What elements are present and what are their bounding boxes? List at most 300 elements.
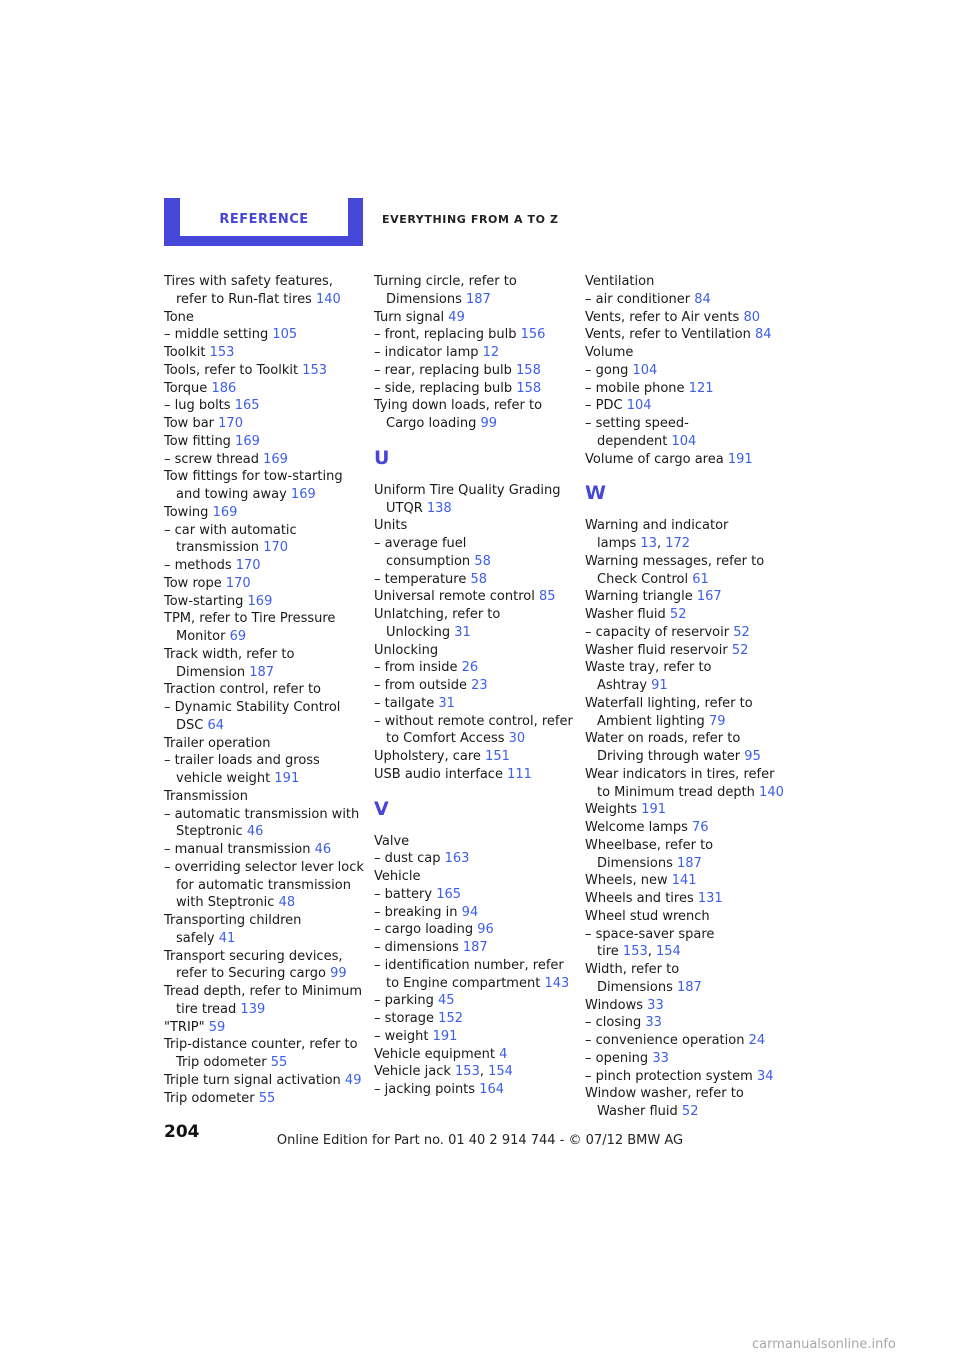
- index-entry: [585, 659, 785, 695]
- page-link[interactable]: 31: [454, 624, 471, 640]
- index-entry: [164, 1036, 364, 1072]
- page-link[interactable]: 154: [656, 944, 681, 960]
- page-link[interactable]: 94: [461, 904, 479, 920]
- page-link[interactable]: 153: [209, 345, 235, 360]
- index-entry-text: – overriding selector lever lock for automatic transmission with Steptronic: [164, 859, 364, 911]
- index-entry-text: – space-saver spare tire: [585, 926, 715, 960]
- index-entry-text: Transport securing devices, refer to Securing cargo: [164, 948, 343, 982]
- index-entry: [164, 752, 364, 788]
- index-entry: [585, 415, 785, 451]
- index-entry: [585, 1068, 785, 1086]
- page-link[interactable]: 31: [438, 695, 455, 711]
- index-entry-text: Volume: [585, 345, 634, 360]
- index-entry-text: "TRIP": [164, 1019, 205, 1035]
- index-entry-text: – opening: [585, 1050, 649, 1066]
- page-link[interactable]: 151: [485, 749, 510, 764]
- page-link[interactable]: 59: [208, 1019, 226, 1035]
- page-link[interactable]: 55: [258, 1090, 276, 1106]
- index-entry: [374, 766, 574, 784]
- index-entry: [585, 553, 785, 589]
- index-entry: [585, 766, 785, 802]
- index-entry-text: – gong: [585, 362, 629, 378]
- index-entry: [164, 912, 364, 948]
- page-link[interactable]: 153: [302, 362, 328, 378]
- index-entry: [164, 433, 364, 451]
- index-entry-text: – jacking points: [374, 1082, 476, 1097]
- index-entry: [585, 801, 785, 819]
- index-entry-text: – side, replacing bulb: [374, 380, 513, 396]
- index-entry-text: Units: [374, 518, 408, 534]
- index-entry: Vehicle jack 153, 154: [374, 1064, 513, 1080]
- index-entry-text: Unlatching, refer to Unlocking: [374, 607, 501, 640]
- index-entry-text: Track width, refer to Dimension: [164, 646, 295, 680]
- page-link[interactable]: 41: [218, 930, 236, 946]
- page-link[interactable]: 13: [640, 536, 657, 551]
- index-entry: [164, 344, 364, 362]
- index-entry-text: Volume of cargo area: [585, 451, 724, 467]
- index-entry-text: Wheel stud wrench: [585, 908, 710, 924]
- page-link[interactable]: 58: [470, 571, 488, 587]
- index-entry: [374, 992, 574, 1010]
- index-entry: [374, 833, 574, 851]
- index-entry: [585, 273, 785, 291]
- index-entry: [374, 362, 574, 380]
- index-entry-text: – from outside: [374, 678, 467, 693]
- page-link[interactable]: 170: [263, 540, 289, 556]
- index-entry-text: Triple turn signal activation: [164, 1072, 341, 1088]
- index-entry-text: – screw thread: [164, 451, 259, 467]
- index-entry-text: Tow fittings for tow-starting and towing away: [164, 469, 343, 502]
- page-link[interactable]: 34: [756, 1068, 774, 1084]
- page-link[interactable]: 187: [462, 940, 488, 955]
- page-link[interactable]: 187: [249, 664, 275, 680]
- index-entry: [585, 961, 785, 997]
- footer-edition-note: Online Edition for Part no. 01 40 2 914 744 - © 07/12 BMW AG: [276, 1133, 684, 1148]
- index-column-3: [585, 273, 785, 1121]
- index-entry-text: – average fuel consumption: [374, 536, 471, 569]
- index-entry: [585, 730, 785, 766]
- index-entry: [374, 1010, 574, 1028]
- index-entry-text: Ventilation: [585, 274, 655, 289]
- index-entry: [164, 273, 364, 309]
- index-entry: [374, 868, 574, 886]
- index-entry-text: Tow rope: [164, 575, 222, 591]
- page-link[interactable]: 99: [480, 416, 498, 431]
- index-entry-text: – automatic transmission with Steptronic: [164, 806, 360, 840]
- page-link[interactable]: 141: [671, 873, 697, 889]
- index-entry: [164, 504, 364, 522]
- index-entry: [374, 397, 574, 433]
- index-entry: [164, 948, 364, 984]
- page-link[interactable]: 49: [448, 309, 465, 325]
- index-entry-text: – closing: [585, 1015, 642, 1031]
- index-entry: [164, 646, 364, 682]
- page-link[interactable]: 187: [677, 855, 702, 871]
- page-link[interactable]: 61: [692, 571, 709, 587]
- index-entry: [164, 1090, 364, 1108]
- index-entry-text: Wear indicators in tires, refer to Minimum tread depth: [585, 766, 775, 800]
- index-entry-text: Upholstery, care: [374, 749, 481, 764]
- index-entry: [585, 819, 785, 837]
- index-entry-text: Water on roads, refer to Driving through water: [585, 731, 741, 764]
- index-entry-text: Turn signal: [374, 309, 445, 325]
- page-link[interactable]: 152: [438, 1011, 463, 1026]
- index-entry-text: Transporting children safely: [164, 913, 302, 946]
- page-link[interactable]: 104: [626, 398, 652, 414]
- index-entry: [164, 397, 364, 415]
- index-entry-text: USB audio interface: [374, 766, 503, 782]
- index-entry: [164, 610, 364, 646]
- page-link[interactable]: 76: [692, 820, 709, 835]
- page-link[interactable]: 169: [235, 433, 260, 449]
- index-entry: [585, 642, 785, 660]
- index-entry-text: Tow bar: [164, 416, 215, 431]
- page-link[interactable]: 140: [315, 291, 341, 307]
- index-entry-text: – middle setting: [164, 327, 269, 343]
- index-entry-text: – capacity of reservoir: [585, 624, 730, 640]
- index-entry-text: – identification number, refer to Engine compartment: [374, 957, 564, 991]
- index-entry: [374, 606, 574, 642]
- index-entry-text: Towing: [164, 504, 209, 520]
- page-link[interactable]: 131: [697, 891, 723, 906]
- page-link[interactable]: 164: [479, 1082, 505, 1097]
- page-link[interactable]: 52: [731, 642, 749, 658]
- index-entry: [585, 397, 785, 415]
- index-entry-text: – without remote control, refer to Comfort Access: [374, 713, 573, 747]
- page-link[interactable]: 24: [748, 1033, 766, 1048]
- index-entry: [164, 593, 364, 611]
- index-entry-text: Washer fluid reservoir: [585, 642, 728, 658]
- chapter-title: EVERYTHING FROM A TO Z: [382, 213, 559, 226]
- index-entry-text: Warning and indicator lamps: [585, 518, 729, 551]
- page-link[interactable]: 4: [499, 1046, 508, 1062]
- index-entry-text: TPM, refer to Tire Pressure Monitor: [164, 611, 336, 644]
- index-entry: [164, 415, 364, 433]
- page-link[interactable]: 33: [645, 1015, 662, 1031]
- index-column-1: [164, 273, 364, 1107]
- index-entry: [585, 908, 785, 926]
- page-link[interactable]: 104: [632, 362, 658, 378]
- page-link[interactable]: 111: [507, 766, 532, 782]
- page-link[interactable]: 172: [665, 536, 691, 551]
- index-entry: [585, 997, 785, 1015]
- index-entry-text: – temperature: [374, 571, 467, 587]
- index-entry-text: Wheels, new: [585, 873, 668, 889]
- page-link[interactable]: 49: [344, 1072, 362, 1088]
- index-entry: [585, 309, 785, 327]
- page-link[interactable]: 165: [234, 398, 260, 414]
- page-link[interactable]: 80: [743, 309, 761, 325]
- index-entry-text: – tailgate: [374, 695, 435, 711]
- page-link[interactable]: 23: [471, 678, 488, 693]
- page-link[interactable]: 169: [263, 451, 288, 467]
- index-entry-text: Width, refer to Dimensions: [585, 962, 680, 995]
- page-link[interactable]: 187: [466, 291, 491, 307]
- index-entry: [585, 291, 785, 309]
- index-entry: [585, 451, 785, 469]
- index-entry-text: – rear, replacing bulb: [374, 362, 512, 378]
- index-entry: [164, 806, 364, 842]
- section-letter: W: [585, 482, 606, 505]
- page-link[interactable]: 69: [229, 629, 247, 644]
- page-link[interactable]: 30: [508, 731, 526, 747]
- index-entry: [585, 695, 785, 731]
- section-letter: U: [374, 446, 390, 469]
- index-entry: [164, 788, 364, 806]
- index-entry: [374, 482, 574, 518]
- page-link[interactable]: 64: [207, 717, 225, 733]
- index-entry: [374, 659, 574, 677]
- page-link[interactable]: 169: [212, 504, 238, 520]
- index-entry: [374, 380, 574, 398]
- index-entry: [585, 362, 785, 380]
- index-entry-text: – car with automatic transmission: [164, 522, 297, 556]
- index-entry: [164, 699, 364, 735]
- index-entry: [585, 1014, 785, 1032]
- index-entry-text: – mobile phone: [585, 380, 685, 396]
- index-entry-text: – trailer loads and gross vehicle weight: [164, 753, 320, 786]
- index-entry: [164, 522, 364, 558]
- page-link[interactable]: 46: [246, 824, 264, 840]
- index-entry: Warning and indicator lamps 13, 172: [585, 518, 729, 551]
- index-entry: [164, 859, 364, 912]
- page-link[interactable]: 52: [669, 607, 687, 622]
- page-link[interactable]: 158: [516, 362, 541, 378]
- index-entry-text: – pinch protection system: [585, 1068, 753, 1084]
- page-link[interactable]: 139: [240, 1001, 266, 1017]
- index-entry-text: Warning triangle: [585, 589, 693, 605]
- page-link[interactable]: 138: [426, 500, 452, 516]
- page-link[interactable]: 191: [727, 451, 753, 467]
- page-link[interactable]: 95: [744, 749, 761, 764]
- index-entry: [374, 957, 574, 993]
- index-entry-text: Weights: [585, 802, 638, 818]
- index-entry: [585, 1050, 785, 1068]
- index-entry-text: Welcome lamps: [585, 820, 688, 835]
- index-entry: [374, 1046, 574, 1064]
- index-entry: [585, 606, 785, 624]
- page-link[interactable]: 105: [272, 327, 298, 343]
- index-entry-text: – convenience operation: [585, 1033, 745, 1048]
- index-entry: [164, 735, 364, 753]
- index-entry-text: Transmission: [164, 788, 248, 804]
- page-link[interactable]: 169: [290, 487, 316, 502]
- index-entry: [374, 904, 574, 922]
- page-link[interactable]: 104: [671, 433, 697, 449]
- index-entry: [585, 380, 785, 398]
- index-entry-text: Wheelbase, refer to Dimensions: [585, 837, 714, 871]
- index-entry: [374, 713, 574, 749]
- index-entry-text: Waste tray, refer to Ashtray: [585, 660, 712, 693]
- index-entry-text: Trip odometer: [164, 1090, 255, 1106]
- index-entry: [374, 588, 574, 606]
- index-entry: [164, 1072, 364, 1090]
- page-link[interactable]: 79: [708, 713, 726, 729]
- index-entry-text: Trailer operation: [164, 735, 271, 751]
- index-entry: [374, 1028, 574, 1046]
- index-entry: [164, 451, 364, 469]
- index-entry: [374, 695, 574, 713]
- index-entry-text: – air conditioner: [585, 291, 691, 307]
- index-entry: [585, 326, 785, 344]
- index-entry-text: Windows: [585, 997, 644, 1013]
- index-entry-text: – setting speed-dependent: [585, 416, 689, 449]
- page-link[interactable]: 167: [696, 589, 722, 605]
- page-link[interactable]: 45: [437, 993, 455, 1009]
- index-entry-text: Vehicle equipment: [374, 1046, 495, 1062]
- index-entry-text: Unlocking: [374, 642, 439, 658]
- page-link[interactable]: 52: [681, 1104, 699, 1119]
- page-link[interactable]: 191: [274, 771, 300, 786]
- index-entry: [374, 273, 574, 309]
- index-entry: [585, 1032, 785, 1050]
- page-link[interactable]: 153: [455, 1064, 480, 1080]
- index-entry: [374, 642, 574, 660]
- index-entry-text: – PDC: [585, 398, 623, 414]
- section-tab-label: REFERENCE: [180, 198, 348, 236]
- index-entry: [585, 588, 785, 606]
- index-entry-text: Valve: [374, 833, 410, 849]
- index-entry-text: Tread depth, refer to Minimum tire tread: [164, 984, 363, 1017]
- index-entry-text: Toolkit: [164, 345, 206, 360]
- index-entry: [374, 517, 574, 535]
- index-entry-text: Tow fitting: [164, 433, 231, 449]
- index-entry-text: – battery: [374, 886, 433, 902]
- index-column-2: [374, 273, 574, 1099]
- index-entry: [585, 344, 785, 362]
- page-link[interactable]: 187: [677, 979, 702, 995]
- index-entry-text: – storage: [374, 1011, 435, 1026]
- page-link[interactable]: 85: [539, 589, 556, 605]
- index-entry: [164, 557, 364, 575]
- page-link[interactable]: 58: [474, 553, 491, 569]
- index-entry: [374, 571, 574, 589]
- index-entry-text: – indicator lamp: [374, 345, 479, 360]
- index-entry-text: – lug bolts: [164, 398, 231, 414]
- index-entry-text: Vehicle jack: [374, 1064, 451, 1080]
- index-entry: [164, 1019, 364, 1037]
- index-entry: [164, 575, 364, 593]
- section-letter: V: [374, 797, 389, 820]
- index-entry-text: Uniform Tire Quality Grading UTQR: [374, 482, 561, 516]
- index-entry-text: – manual transmission: [164, 842, 311, 857]
- index-entry-text: – cargo loading: [374, 922, 474, 938]
- index-entry: [585, 837, 785, 873]
- page-link[interactable]: 84: [755, 327, 772, 343]
- page-link[interactable]: 26: [461, 660, 479, 676]
- page-link[interactable]: 156: [520, 327, 546, 343]
- page-link[interactable]: 33: [647, 997, 664, 1013]
- page-link[interactable]: 121: [688, 380, 714, 396]
- index-entry-text: – dust cap: [374, 851, 441, 867]
- page-link[interactable]: 46: [314, 842, 332, 857]
- index-entry: [164, 983, 364, 1019]
- index-entry: [374, 535, 574, 571]
- index-entry: [374, 921, 574, 939]
- index-entry: [585, 872, 785, 890]
- index-entry-text: Vents, refer to Air vents: [585, 309, 740, 325]
- index-entry: [164, 841, 364, 859]
- index-entry-text: Wheels and tires: [585, 891, 694, 906]
- index-entry-text: Trip-distance counter, refer to Trip odometer: [164, 1037, 358, 1070]
- index-entry-text: Torque: [164, 380, 208, 396]
- page-link[interactable]: 170: [218, 416, 243, 431]
- page-link[interactable]: 12: [482, 345, 500, 360]
- index-entry: [374, 1081, 574, 1099]
- index-entry-text: Warning messages, refer to Check Control: [585, 553, 765, 587]
- index-entry: [164, 362, 364, 380]
- index-entry-text: Tires with safety features, refer to Run-flat tires: [164, 274, 333, 307]
- index-entry-text: – weight: [374, 1028, 429, 1044]
- page-link[interactable]: 52: [733, 624, 750, 640]
- index-entry: [585, 624, 785, 642]
- index-entry: [164, 309, 364, 327]
- index-entry: [374, 326, 574, 344]
- page-link[interactable]: 186: [211, 380, 237, 396]
- page-link[interactable]: 165: [436, 886, 462, 902]
- page-link[interactable]: 191: [432, 1028, 458, 1044]
- page-link[interactable]: 33: [652, 1050, 669, 1066]
- index-entry: – space-saver spare tire 153, 154: [585, 926, 715, 960]
- index-entry: [164, 380, 364, 398]
- index-entry-text: – front, replacing bulb: [374, 327, 517, 343]
- page-link[interactable]: 169: [247, 593, 273, 609]
- index-entry: [585, 890, 785, 908]
- page-link[interactable]: 99: [330, 966, 347, 982]
- page-link[interactable]: 91: [651, 678, 668, 693]
- index-entry-text: Washer fluid: [585, 607, 666, 622]
- index-entry: [374, 850, 574, 868]
- page-link[interactable]: 154: [488, 1064, 513, 1080]
- page-link[interactable]: 163: [444, 851, 470, 867]
- index-entry-text: Universal remote control: [374, 589, 535, 605]
- watermark: carmanualsonline.info: [752, 1337, 896, 1352]
- index-entry-text: Tools, refer to Toolkit: [164, 362, 299, 378]
- index-entry-text: – from inside: [374, 660, 458, 676]
- page-link[interactable]: 84: [694, 291, 711, 307]
- index-entry: [374, 748, 574, 766]
- page-link[interactable]: 153: [622, 944, 648, 960]
- page-link[interactable]: 140: [759, 784, 784, 800]
- page-link[interactable]: 96: [477, 922, 494, 938]
- index-entry: [164, 468, 364, 504]
- index-entry: [374, 309, 574, 327]
- index-entry-text: Vents, refer to Ventilation: [585, 327, 751, 343]
- page-link[interactable]: 143: [544, 975, 570, 991]
- page-link[interactable]: 48: [278, 895, 296, 911]
- index-entry: [164, 681, 364, 699]
- index-entry-text: – parking: [374, 993, 434, 1009]
- index-entry: [585, 1085, 785, 1121]
- index-entry-text: Waterfall lighting, refer to Ambient lighting: [585, 695, 753, 729]
- index-entry-text: – Dynamic Stability Control DSC: [164, 700, 341, 733]
- index-entry-text: Tying down loads, refer to Cargo loading: [374, 398, 543, 431]
- page-link[interactable]: 191: [641, 802, 667, 818]
- index-entry-text: – dimensions: [374, 940, 459, 955]
- index-entry-text: Turning circle, refer to Dimensions: [374, 274, 517, 307]
- index-entry-text: Window washer, refer to Washer fluid: [585, 1086, 744, 1119]
- index-entry-text: – methods: [164, 558, 232, 573]
- index-entry: [164, 326, 364, 344]
- page-number: 204: [164, 1122, 200, 1142]
- index-entry: [374, 939, 574, 957]
- page-link[interactable]: 170: [225, 575, 251, 591]
- index-entry-text: Tow-starting: [164, 593, 244, 609]
- index-entry: [374, 344, 574, 362]
- page-link[interactable]: 170: [235, 558, 261, 573]
- page-link[interactable]: 158: [516, 380, 542, 396]
- page-link[interactable]: 55: [270, 1055, 288, 1070]
